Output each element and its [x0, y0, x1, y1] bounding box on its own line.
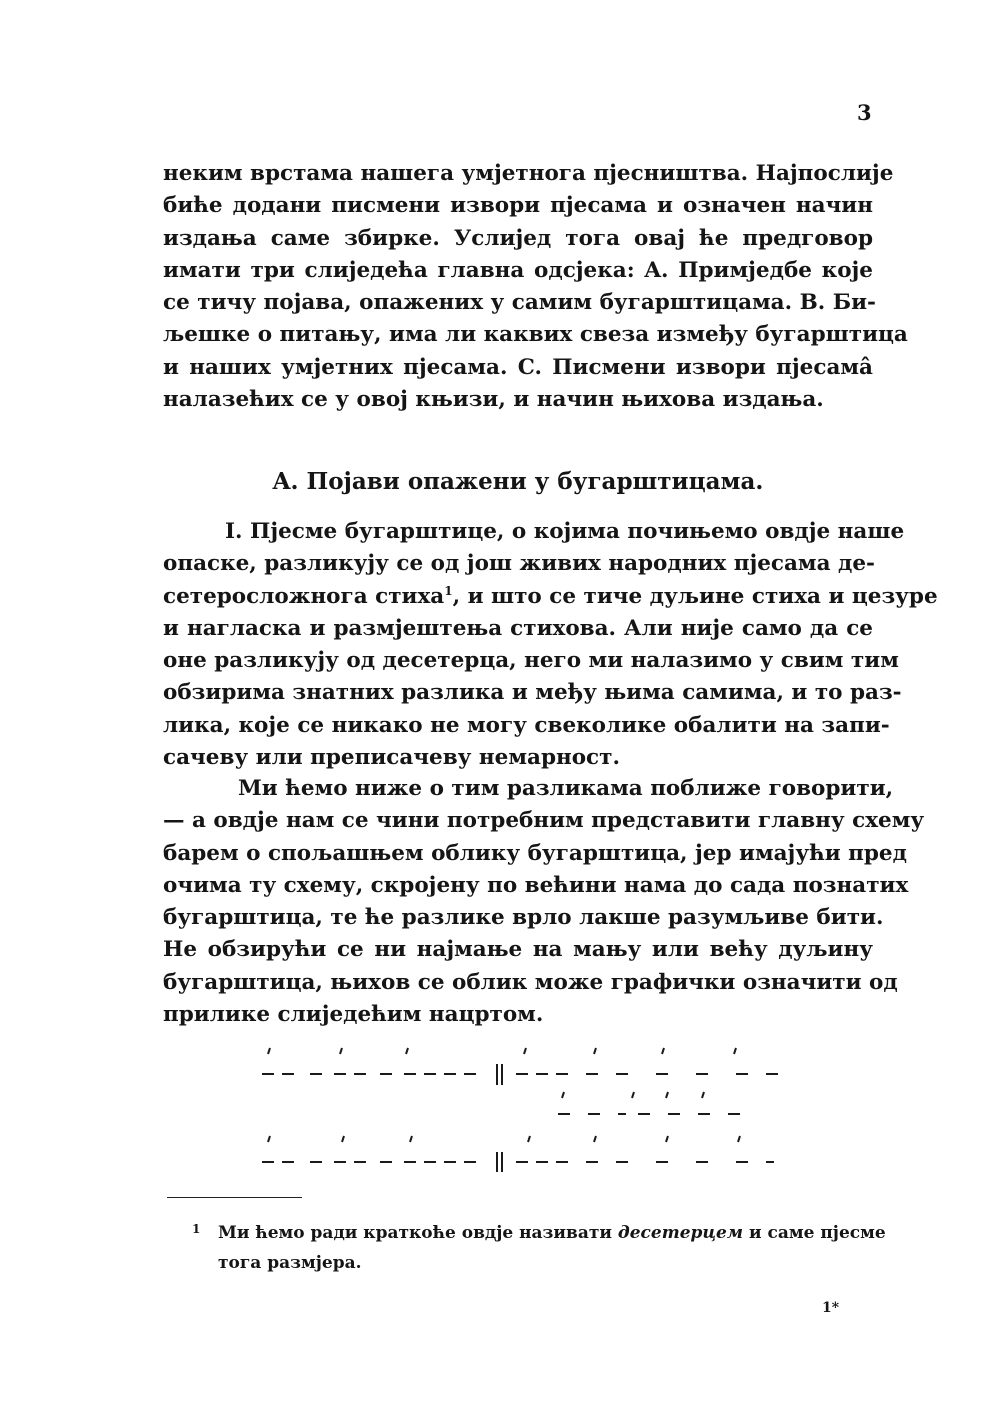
text-line: бугарштица, њихов се облик може графички означити од — [163, 969, 898, 995]
text-line: се тичу појава, опажених у самим бугарштицама. B. Би- — [163, 290, 876, 316]
text-line: бугарштица, те ће разлике врло лакше разумљиве бити. — [163, 905, 884, 931]
section-heading: A. Појави опажени у бугарштицама. — [272, 468, 764, 495]
text-line: опаске, разликују се од још живих народних пјесама де- — [163, 551, 875, 577]
footnote-marker: 1 — [192, 1222, 201, 1236]
footnote — [190, 1218, 886, 1278]
text-fragment: сетеросложнога стиха — [163, 583, 445, 609]
paragraph-one — [163, 516, 938, 774]
text-line: I. Пјесме бугарштице, о којима почињемо овдје наше — [225, 519, 905, 544]
text-line: неким врстама нашега умјетнога пјесништва. Најпослије — [163, 161, 894, 186]
scheme-line-first — [262, 1048, 778, 1085]
page-number: 3 — [857, 100, 872, 125]
footnote-term: десетерцем — [617, 1223, 744, 1243]
text-line: љешке о питању, има ли каквих свеза између бугарштица — [163, 322, 908, 348]
verse-scheme-figure — [240, 1040, 800, 1180]
text-line: налазећих се у овој књизи, и начин њихова издања. — [163, 387, 824, 413]
footnote-reference: 1 — [444, 583, 453, 598]
text-line: прилике слиједећим нацртом. — [163, 1002, 544, 1028]
text-line: имати три слиједећа главна одсјека: A. Примједбе које — [163, 257, 873, 283]
text-line: очима ту схему, скројену по већини нама до сада познатих — [163, 872, 909, 898]
paragraph-two — [163, 773, 925, 1031]
intro-paragraph — [163, 158, 908, 416]
text-line: — а овдје нам се чини потребним представити главну схему — [163, 808, 925, 834]
scheme-line-second — [262, 1136, 774, 1172]
footnote-text: Ми ћемо ради краткоће овдје називати — [218, 1223, 612, 1243]
text-line: биће додани писмени извори пјесама и означен начин — [163, 193, 873, 219]
printer-signature: 1* — [822, 1300, 840, 1316]
text-fragment: , и што се тиче дуљине стиха и цезуре — [452, 583, 938, 609]
text-line: Не обзирући се ни најмање на мању или већу дуљину — [163, 937, 873, 963]
text-line: и нагласка и размјештења стихова. Али није само да се — [163, 615, 873, 641]
footnote-text: и саме пјесме — [748, 1223, 886, 1243]
text-line: сачеву или преписачеву немарност. — [163, 745, 620, 771]
text-line: Ми ћемо ниже о тим разликама поближе говорити, — [238, 776, 894, 801]
footnote-line — [190, 1218, 886, 1248]
verse-scheme-drawing — [240, 1040, 800, 1180]
footnote-divider — [167, 1197, 302, 1198]
text-line: издања саме збирке. Услијед тога овај ће предговор — [163, 225, 873, 251]
text-line: обзирима знатних разлика и међу њима самима, и то раз- — [163, 680, 902, 706]
footnote-line: тога размјера. — [218, 1253, 362, 1273]
text-line-with-footnote — [163, 581, 938, 613]
text-line: и наших умјетних пјесама. C. Писмени извори пјесама̂ — [163, 354, 873, 380]
text-line: лика, које се никако не могу свеколике обалити на запи- — [163, 712, 890, 738]
text-line: барем о спољашњем облику бугарштица, јер имајући пред — [163, 840, 907, 866]
text-line: оне разликују од десетерца, него ми налазимо у свим тим — [163, 648, 899, 674]
scheme-line-refrain — [558, 1092, 740, 1114]
